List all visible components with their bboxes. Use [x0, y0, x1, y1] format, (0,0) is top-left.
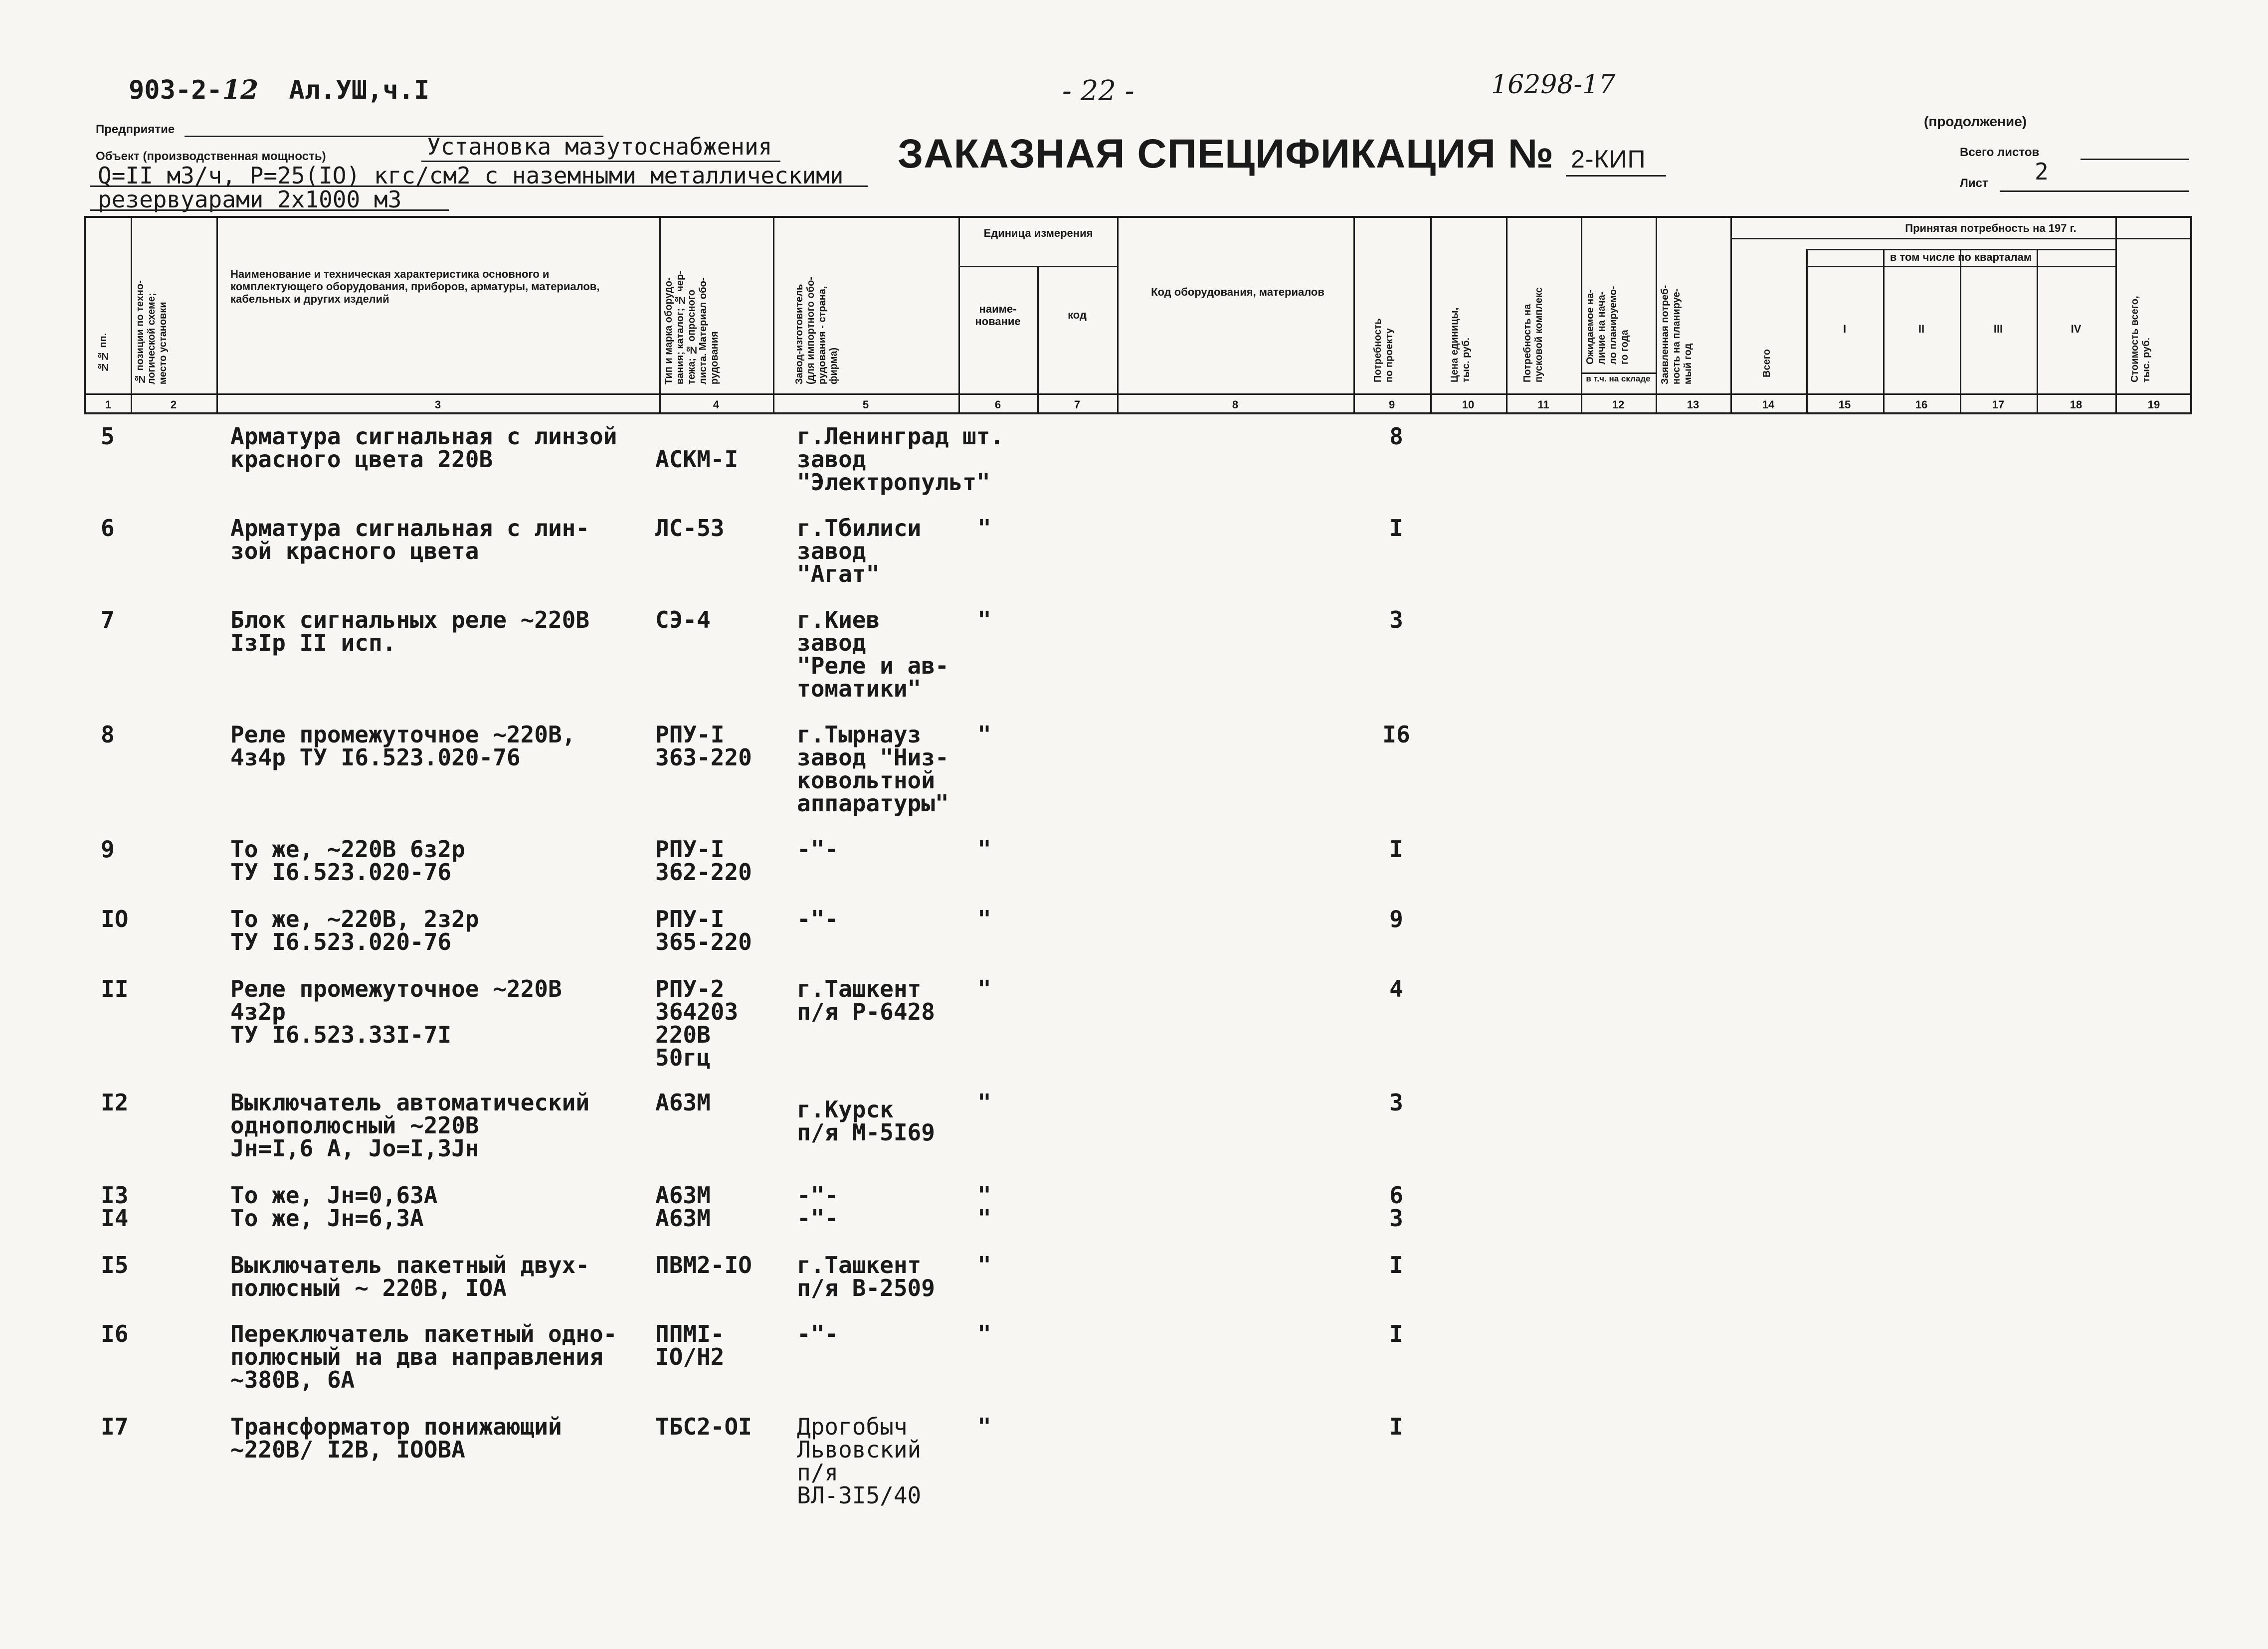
row-qty: 3: [1389, 1089, 1403, 1116]
row-maker: г.Тырнауз завод "Низ- ковольтной аппаратуры": [797, 721, 949, 817]
sheet-label: Лист: [1960, 177, 1988, 190]
col-header-15: I: [1843, 323, 1847, 335]
col-header-6: наиме-нование: [975, 303, 1021, 328]
enterprise-label: Предприятие: [96, 123, 175, 136]
col-number: 17: [1992, 398, 2005, 411]
row-qty: 6 3: [1389, 1182, 1403, 1232]
row-maker: г.Тбилиси завод "Агат": [797, 515, 922, 587]
registration-number: 16298-17: [1491, 70, 1616, 100]
page-title: [898, 131, 1666, 178]
unit-group-header: Единица измерения: [983, 227, 1093, 239]
row-qty: I: [1389, 1413, 1403, 1440]
row-type: ТБС2-OI: [655, 1413, 752, 1440]
row-type: АСКМ-I: [655, 446, 739, 473]
row-maker: -"-: [797, 1320, 839, 1347]
col-header-9: Потребность по проекту: [1372, 318, 1395, 382]
row-qty: 3: [1389, 606, 1403, 633]
col-header-5: Завод-изготовитель (для импортного обо- рудования - страна, фирма): [794, 276, 839, 384]
col-header-17: III: [1993, 323, 2003, 335]
document-code-handwritten: 12: [222, 75, 259, 105]
row-unit: ": [977, 515, 991, 542]
row-unit: ": [977, 1252, 991, 1279]
col-number: 14: [1762, 398, 1775, 411]
object-underline-1: [421, 161, 780, 162]
row-name: Трансформатор понижающий ~220В/ I2В, IOOВА: [230, 1413, 562, 1463]
row-type: А63М А63М: [655, 1182, 711, 1232]
document-code-typed: 903-2-: [129, 75, 222, 105]
col-number: 5: [862, 398, 869, 411]
row-unit: ": [977, 721, 991, 748]
row-number: 7: [101, 606, 115, 633]
col-number: 10: [1462, 398, 1475, 411]
row-number: I2: [101, 1089, 129, 1116]
total-sheets-line: [2080, 159, 2189, 160]
page-title-text: ЗАКАЗНАЯ СПЕЦИФИКАЦИЯ №: [898, 131, 1554, 177]
row-number: 5: [101, 423, 115, 450]
row-maker: -"-: [797, 906, 839, 932]
row-name: Переключатель пакетный одно- полюсный на два направления ~380В, 6А: [230, 1320, 617, 1393]
row-qty: I6: [1382, 721, 1410, 748]
sheet-value: 2: [2035, 158, 2049, 185]
row-number: 8: [101, 721, 115, 748]
object-label: Объект (производственная мощность): [96, 150, 326, 163]
row-qty: I: [1389, 1320, 1403, 1347]
row-type: РПУ-I 362-220: [655, 836, 752, 886]
row-unit: " ": [977, 1182, 991, 1232]
col-number: 12: [1612, 398, 1625, 411]
row-qty: 8: [1389, 423, 1403, 450]
album-label: Ал.УШ,ч.I: [289, 75, 430, 105]
row-unit: ": [977, 1320, 991, 1347]
col-number: 6: [994, 398, 1001, 411]
col-number: 11: [1537, 398, 1549, 411]
col-header-4: Тип и марка оборудо- вания; каталог; № чер- тежа; № опросного листа. Материал обо- рудования: [663, 271, 720, 384]
col-header-14: Всего: [1761, 349, 1772, 377]
row-qty: I: [1389, 836, 1403, 863]
row-name: Арматура сигнальная с линзой красного цвета 220В: [230, 423, 617, 473]
page-number: - 22 -: [1062, 75, 1134, 107]
row-number: I3 I4: [101, 1182, 129, 1232]
row-name: Реле промежуточное ~220В 4з2р ТУ I6.523.33I-7I: [230, 975, 562, 1048]
row-qty: I: [1389, 1252, 1403, 1279]
col-number: 4: [713, 398, 720, 411]
col-header-2: № позиции по техно- логической схеме; место установки: [135, 280, 169, 384]
row-name: Арматура сигнальная с лин- зой красного цвета: [230, 515, 590, 564]
row-maker: -"- -"-: [797, 1182, 839, 1232]
row-name: Выключатель пакетный двух- полюсный ~ 220В, IOА: [230, 1252, 590, 1301]
row-type: РПУ-I 365-220: [655, 906, 752, 955]
row-name: То же, ~220В 6з2р ТУ I6.523.020-76: [230, 836, 465, 886]
col-number: 8: [1232, 398, 1239, 411]
row-maker: г.Ташкент п/я В-2509: [797, 1252, 935, 1301]
col-number: 18: [2070, 398, 2082, 411]
row-maker: -"-: [797, 836, 839, 863]
row-maker: Дрогобыч Львовский п/я ВЛ-3I5/40: [797, 1413, 922, 1509]
row-qty: I: [1389, 515, 1403, 542]
row-name: Выключатель автоматический однополюсный ~220В Jн=I,6 А, Jо=I,3Jн: [230, 1089, 590, 1162]
row-name: То же, Jн=0,63А То же, Jн=6,3А: [230, 1182, 438, 1232]
col-number: 2: [170, 398, 177, 411]
continuation-label: (продолжение): [1924, 114, 2027, 129]
col-header-16: II: [1918, 323, 1925, 335]
row-unit: ": [977, 1413, 991, 1440]
sheet-line: [2000, 190, 2189, 192]
object-underline-2: [90, 185, 868, 187]
row-unit: ": [977, 975, 991, 1002]
row-unit: ": [977, 1089, 991, 1116]
accepted-group-header: Принятая потребность на 197 г.: [1905, 222, 2077, 234]
row-type: РПУ-2 364203 220В 50гц: [655, 975, 739, 1071]
row-name: То же, ~220В, 2з2р ТУ I6.523.020-76: [230, 906, 479, 955]
col-header-7: код: [1068, 309, 1087, 321]
col-header-12: Ожидаемое на- личие на нача- ло планируемо- го года: [1585, 286, 1630, 365]
row-type: ПВМ2-IO: [655, 1252, 752, 1279]
col-number: 13: [1687, 398, 1700, 411]
row-type: ЛС-53: [655, 515, 725, 542]
col-header-1: №№ пп.: [98, 333, 109, 372]
row-number: II: [101, 975, 129, 1002]
object-underline-3: [90, 209, 449, 211]
row-number: I7: [101, 1413, 129, 1440]
row-unit: шт.: [962, 423, 1004, 450]
row-number: 6: [101, 515, 115, 542]
document-code: [129, 75, 429, 105]
object-text-line3: резервуарами 2х1000 м3: [98, 186, 402, 213]
object-text-line2: Q=II м3/ч, Р=25(IO) кгс/см2 с наземными металлическими: [98, 162, 844, 189]
row-type: ППМI- IO/Н2: [655, 1320, 725, 1370]
row-maker: г.Курск п/я М-5I69: [797, 1096, 935, 1146]
col-number: 19: [2147, 398, 2160, 411]
row-qty: 4: [1389, 975, 1403, 1002]
row-number: I6: [101, 1320, 129, 1347]
row-name: Блок сигнальных реле ~220В IзIр II исп.: [230, 606, 590, 656]
row-unit: ": [977, 906, 991, 932]
col-header-13: Заявленная потреб- ность на планируе- мый год: [1660, 285, 1694, 384]
quarter-group-header: в том числе по кварталам: [1890, 251, 2032, 263]
col-number: 16: [1915, 398, 1928, 411]
spec-table-header: [84, 216, 2192, 414]
spec-number: 2-КИП: [1566, 145, 1666, 177]
row-type: РПУ-I 363-220: [655, 721, 752, 771]
col-header-18: IV: [2071, 323, 2081, 335]
col-number: 3: [434, 398, 441, 411]
col-header-19: Стоимость всего, тыс. руб.: [2129, 296, 2152, 382]
col-number: 9: [1388, 398, 1395, 411]
row-number: I5: [101, 1252, 129, 1279]
row-type: СЭ-4: [655, 606, 711, 633]
col-header-3: Наименование и техническая характеристика основного и комплектующего оборудования, приборов, арматуры, материалов, кабельных и других изделий: [230, 268, 600, 305]
col-number: 15: [1838, 398, 1851, 411]
row-number: IO: [101, 906, 129, 932]
col-header-11: Потребность на пусковой комплекс: [1522, 287, 1544, 382]
col-header-10: Цена единицы, тыс. руб.: [1449, 307, 1472, 382]
row-number: 9: [101, 836, 115, 863]
row-maker: г.Киев завод "Реле и ав- томатики": [797, 606, 949, 702]
row-unit: ": [977, 606, 991, 633]
row-qty: 9: [1389, 906, 1403, 932]
row-maker: г.Ташкент п/я Р-6428: [797, 975, 935, 1025]
total-sheets-label: Всего листов: [1960, 146, 2040, 159]
row-unit: ": [977, 836, 991, 863]
col-number: 1: [105, 398, 112, 411]
object-text-line1: Установка мазутоснабжения: [427, 133, 772, 160]
row-maker: г.Ленинград завод "Электропульт": [797, 423, 990, 496]
col-number: 7: [1074, 398, 1081, 411]
row-type: А63М: [655, 1089, 711, 1116]
row-name: Реле промежуточное ~220В, 4з4р ТУ I6.523.020-76: [230, 721, 576, 771]
col-header-12-sub: в т.ч. на складе: [1586, 374, 1651, 383]
col-header-8: Код оборудования, материалов: [1151, 286, 1324, 298]
